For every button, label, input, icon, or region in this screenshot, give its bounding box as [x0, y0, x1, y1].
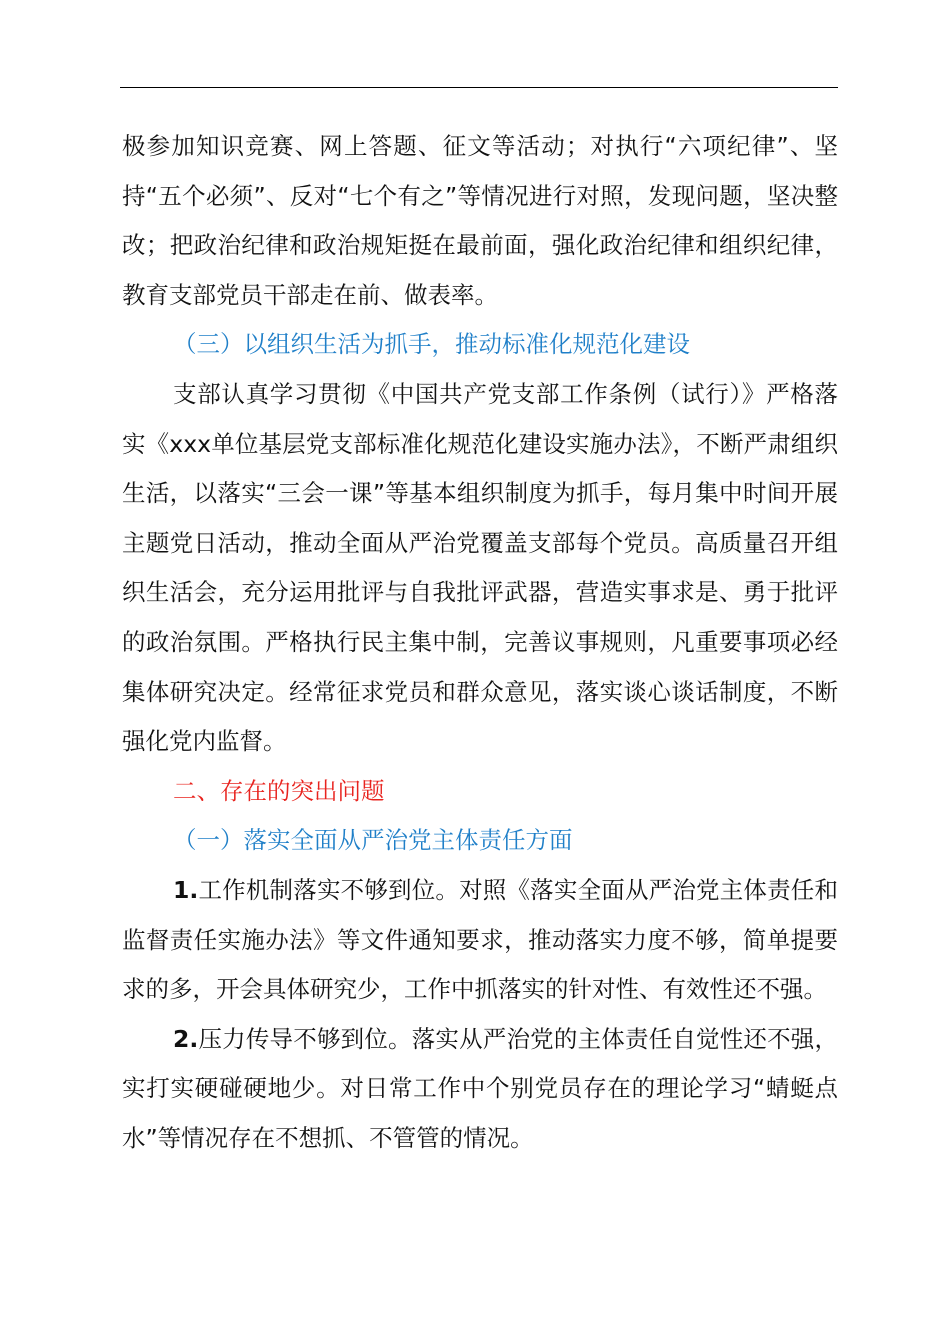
list-item-2 [122, 1015, 838, 1164]
item-number: 2. [173, 1024, 199, 1053]
item-text: 工作机制落实不够到位。对照《落实全面从严治党主体责任和监督责任实施办法》等文件通知要求，推动落实力度不够，简单提要求的多，开会具体研究少，工作中抓落实的针对性、有效性还不强。 [122, 875, 838, 1004]
paragraph-organization-life: 支部认真学习贯彻《中国共产党支部工作条例（试行）》严格落实《xxx单位基层党支部标准化规范化建设实施办法》，不断严肃组织生活，以落实“三会一课”等基本组织制度为抓手，每月集中时间开展主题党日活动，推动全面从严治党覆盖支部每个党员。高质量召开组织生活会，充分运用批评与自我批评武器，营造实事求是、勇于批评的政治氛围。严格执行民主集中制，完善议事规则，凡重要事项必经集体研究决定。经常征求党员和群众意见，落实谈心谈话制度，不断强化党内监督。 [122, 379, 838, 756]
heading-subsection-1: （一）落实全面从严治党主体责任方面 [173, 826, 573, 855]
item-text: 压力传导不够到位。落实从严治党的主体责任自觉性还不强，实打实硬碰硬地少。对日常工作中个别党员存在的理论学习“蜻蜓点水”等情况存在不想抓、不管管的情况。 [122, 1024, 838, 1152]
list-item-1 [122, 866, 838, 1015]
document-body [122, 122, 838, 1163]
heading-section-2: 二、存在的突出问题 [173, 776, 385, 805]
paragraph-continued: 极参加知识竞赛、网上答题、征文等活动；对执行“六项纪律”、坚持“五个必须”、反对“七个有之”等情况进行对照，发现问题，坚决整改；把政治纪律和政治规矩挺在最前面，强化政治纪律和组织纪律，教育支部党员干部走在前、做表率。 [122, 132, 838, 309]
item-number: 1. [173, 875, 199, 904]
heading-subsection-3: （三）以组织生活为抓手，推动标准化规范化建设 [173, 330, 690, 359]
header-rule [120, 87, 838, 88]
